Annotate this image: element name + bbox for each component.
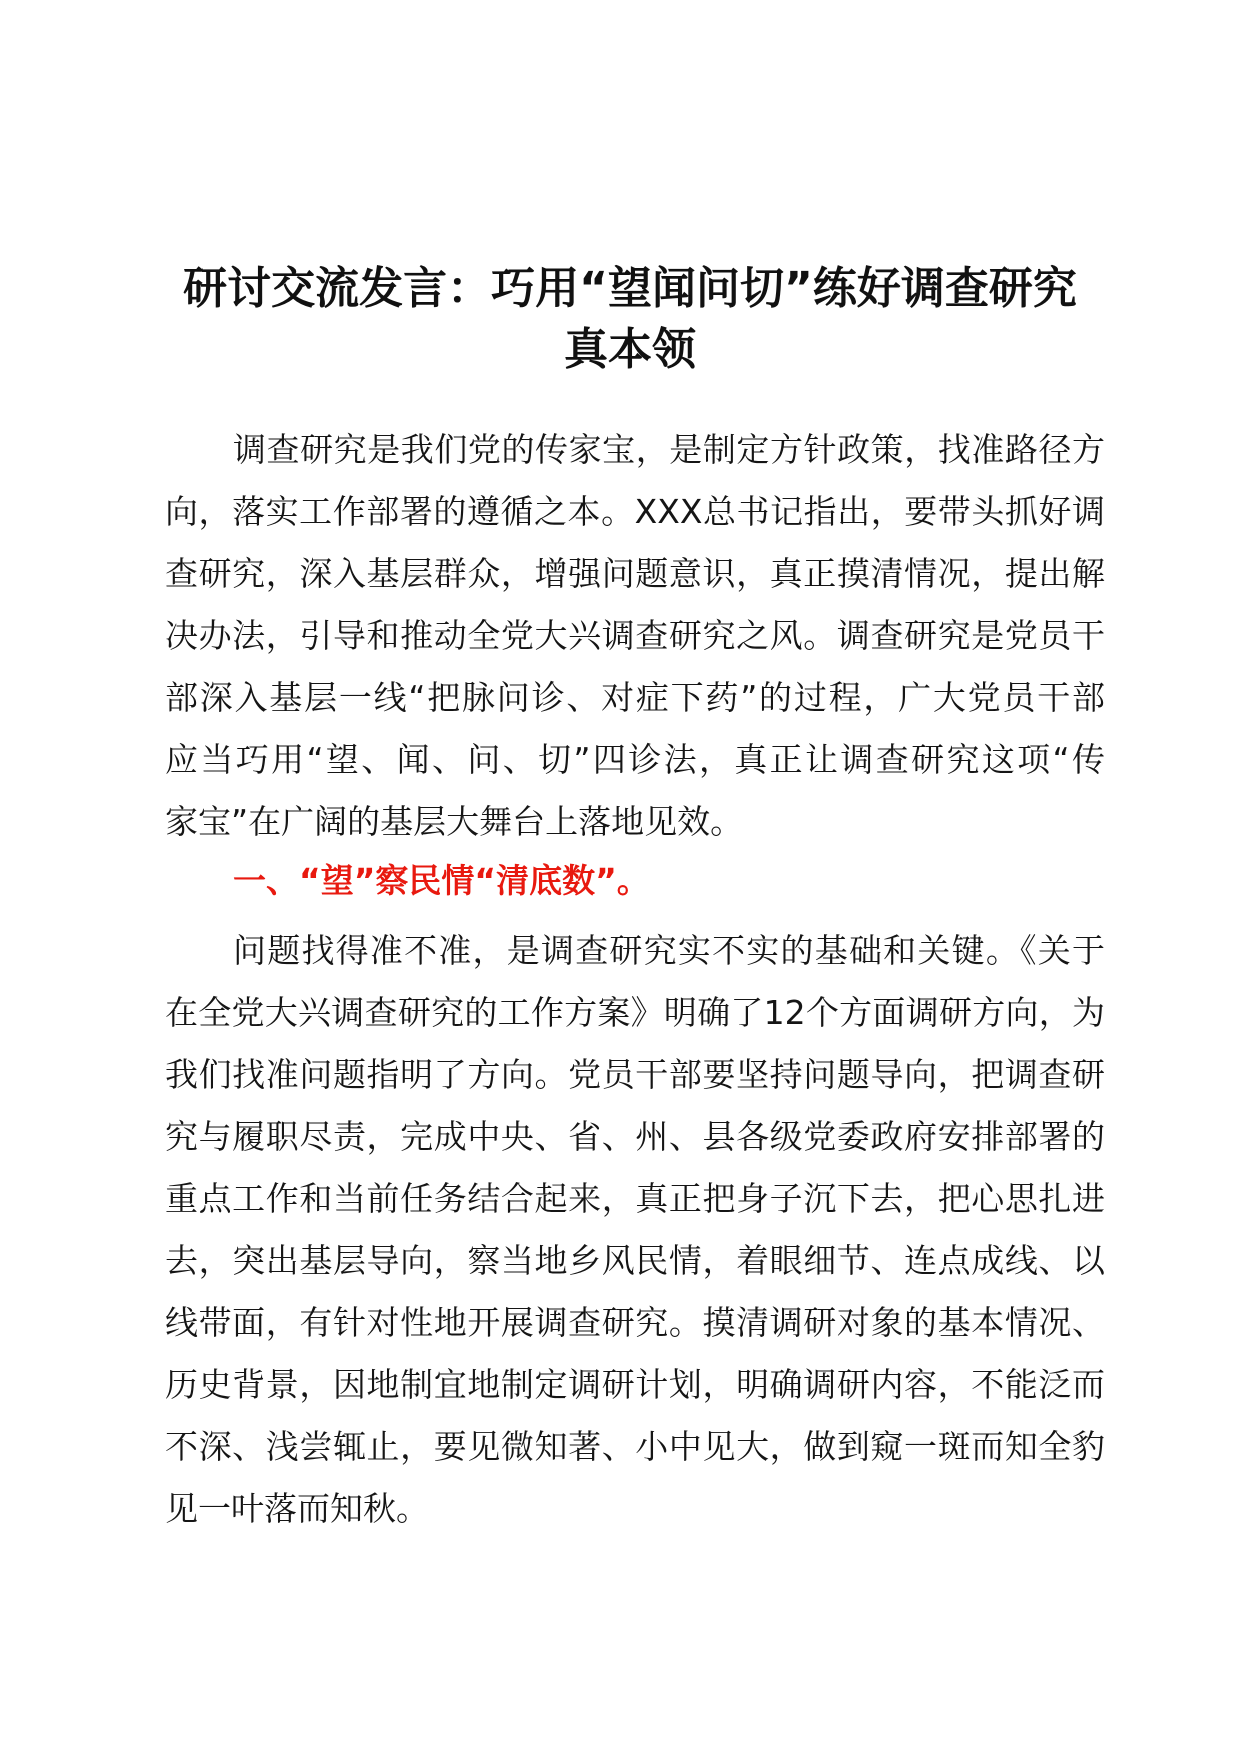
paragraph-line: 历史背景，因地制宜地制定调研计划，明确调研内容，不能泛而	[165, 1365, 1105, 1404]
paragraph-intro	[165, 419, 1105, 853]
paragraph-line: 究与履职尽责，完成中央、省、州、县各级党委政府安排部署的	[165, 1117, 1105, 1156]
paragraph-line: 不深、浅尝辄止，要见微知著、小中见大，做到窥一斑而知全豹	[165, 1427, 1105, 1466]
paragraph-line: 见一叶落而知秋。	[165, 1489, 429, 1528]
paragraph-line: 决办法，引导和推动全党大兴调查研究之风。调查研究是党员干	[165, 616, 1105, 655]
paragraph-line: 应当巧用“望、闻、问、切”四诊法，真正让调查研究这项“传	[165, 740, 1105, 779]
paragraph-line: 向，落实工作部署的遵循之本。XXX总书记指出，要带头抓好调	[165, 492, 1105, 531]
paragraph-line: 部深入基层一线“把脉问诊、对症下药”的过程，广大党员干部	[165, 678, 1105, 717]
paragraph-line: 查研究，深入基层群众，增强问题意识，真正摸清情况，提出解	[165, 554, 1105, 593]
paragraph-line: 家宝”在广阔的基层大舞台上落地见效。	[165, 802, 744, 841]
paragraph-line: 线带面，有针对性地开展调查研究。摸清调研对象的基本情况、	[165, 1303, 1105, 1342]
title-line-1: 研讨交流发言：巧用“望闻问切”练好调查研究	[183, 263, 1077, 314]
title-line-2: 真本领	[564, 324, 696, 375]
paragraph-line: 我们找准问题指明了方向。党员干部要坚持问题导向，把调查研	[165, 1055, 1105, 1094]
paragraph-section-1	[165, 920, 1105, 1540]
paragraph-line: 重点工作和当前任务结合起来，真正把身子沉下去，把心思扎进	[165, 1179, 1105, 1218]
paragraph-line: 在全党大兴调查研究的工作方案》明确了12个方面调研方向，为	[165, 993, 1105, 1032]
document-title	[160, 258, 1100, 380]
paragraph-line: 去，突出基层导向，察当地乡风民情，着眼细节、连点成线、以	[165, 1241, 1105, 1280]
paragraph-line: 调查研究是我们党的传家宝，是制定方针政策，找准路径方	[233, 430, 1105, 469]
section-heading-1: 一、“望”察民情“清底数”。	[233, 861, 650, 900]
paragraph-line: 问题找得准不准，是调查研究实不实的基础和关键。《关于	[233, 931, 1105, 970]
